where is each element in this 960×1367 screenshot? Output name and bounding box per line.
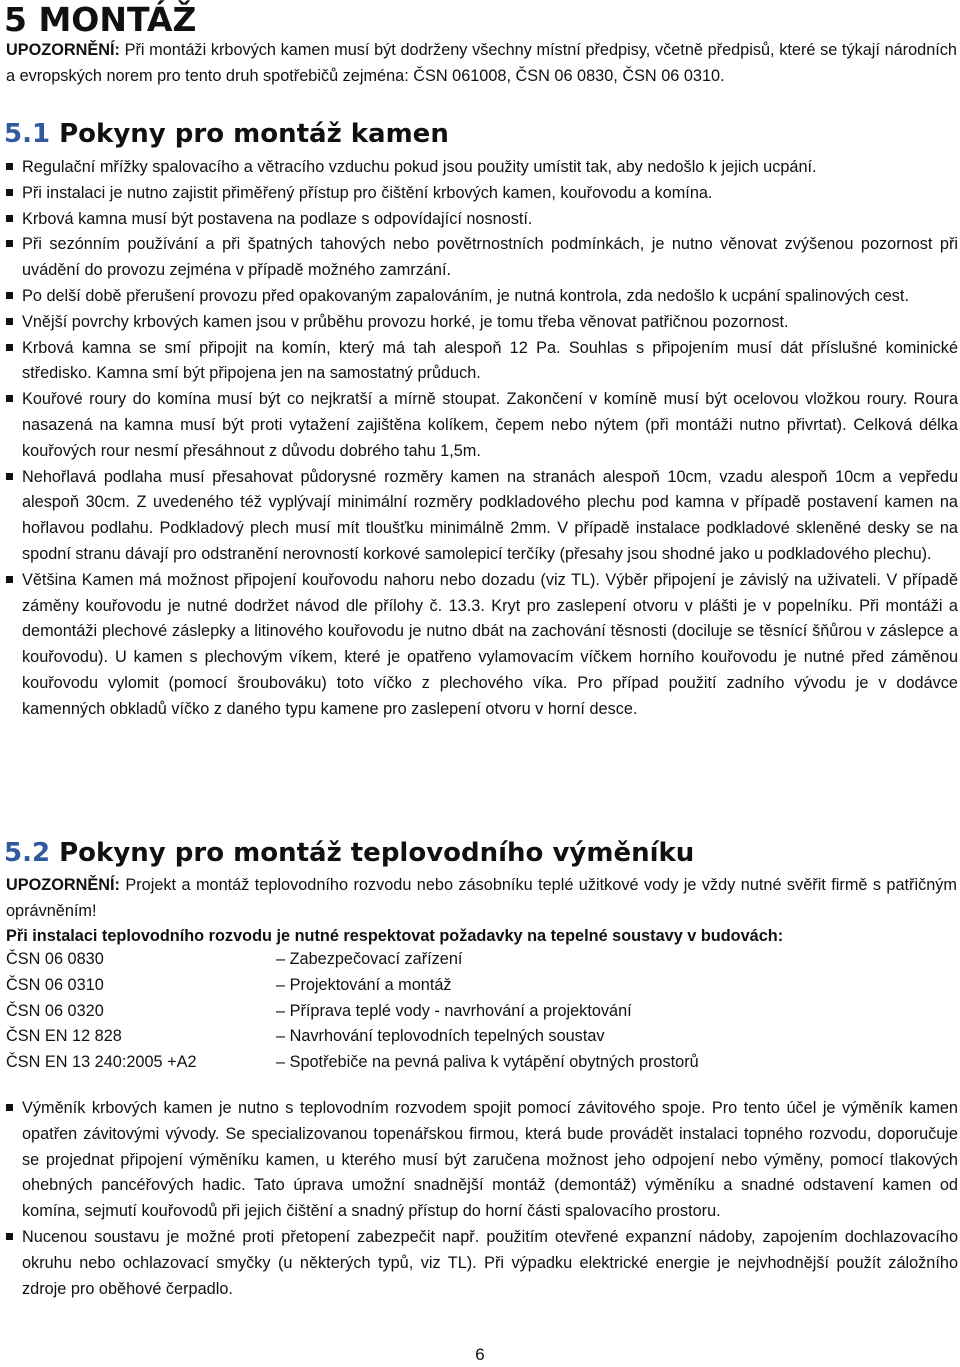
square-bullet-icon bbox=[6, 576, 13, 583]
list-item: Výměník krbových kamen je nutno s teplovodním rozvodem spojit pomocí závitového spoje. Pro tento účel je výměník kamen opatřen závitovými vývody. Se specializovanou topenářskou firmou, která bude provádět instalaci topného rozvodu, doporučuje se projednat připojení výměníku kamen, u kterého musí být zaručena možnost jeho odpojení nebo výměny, pomocí tlakových ohebných pancéřových hadic. Tato úprava umožní snadnější montáž (demontáž) výměníku a snadné odstavení kamen od komína, sejmutí kouřovodů při jejich čištění a snadný přístup do horní části spalovacího prostoru. bbox=[0, 1096, 958, 1225]
table-row bbox=[6, 947, 806, 973]
table-row bbox=[6, 1024, 806, 1050]
subsection-2-number: 5.2 bbox=[4, 838, 51, 868]
square-bullet-icon bbox=[6, 215, 13, 222]
list-item: Regulační mřížky spalovacího a větracího vzduchu pokud jsou použity umístit tak, aby nedošlo k jejich ucpání. bbox=[0, 155, 958, 181]
montaz-bullet-list bbox=[0, 155, 960, 723]
square-bullet-icon bbox=[6, 395, 13, 402]
warning-text: Při montáži krbových kamen musí být dodrženy všechny místní předpisy, včetně předpisů, které se týkají národních a evropských norem pro tento druh spotřebičů zejména: ČSN 061008, ČSN 06 0830, ČSN 06 0310. bbox=[6, 41, 957, 85]
warning-label: UPOZORNĚNÍ: bbox=[6, 41, 120, 59]
table-row bbox=[6, 1050, 806, 1076]
square-bullet-icon bbox=[6, 292, 13, 299]
subsection-1-number: 5.1 bbox=[4, 119, 51, 149]
square-bullet-icon bbox=[6, 189, 13, 196]
standard-description: – Navrhování teplovodních tepelných soustav bbox=[276, 1027, 605, 1046]
list-item: Nehořlavá podlaha musí přesahovat půdorysné rozměry kamen na stranách alespoň 10cm, vzadu alespoň 10cm a vepředu alespoň 30cm. Z uvedeného též vyplývají minimální rozměry podkladového plechu pod kamna v případě postavení kamen na hořlavou podlahu. Podkladový plech musí mít tloušťku minimálně 2mm. V případě instalace podkladové skleněné desky se na spodní stranu dávají pro odstranění nerovností korkové samolepicí terčíky (přesahy jsou shodné jako u podkladového plechu). bbox=[0, 465, 958, 568]
list-item: Nucenou soustavu je možné proti přetopení zabezpečit např. použitím otevřené expanzní nádoby, zapojením dochlazovacího okruhu nebo ochlazovací smyčky (u některých typů, viz TL). Při výpadku elektrické energie je nejvhodnější použít záložního zdroje pro oběhové čerpadlo. bbox=[0, 1225, 958, 1302]
list-item: Vnější povrchy krbových kamen jsou v průběhu provozu horké, je tomu třeba věnovat patřičnou pozornost. bbox=[0, 310, 958, 336]
subsection-1-heading: Pokyny pro montáž kamen bbox=[50, 119, 449, 149]
list-item: Krbová kamna se smí připojit na komín, který má tah alespoň 12 Pa. Souhlas s připojením musí dát příslušné kominické středisko. Kamna smí být připojena jen na samostatný průduch. bbox=[0, 336, 958, 388]
list-item: Kouřové roury do komína musí být co nejkratší a mírně stoupat. Zakončení v komíně musí být ocelovou vložkou roury. Roura nasazená na kamna musí být proti vytažení zajištěna kolíkem, čepem nebo nýtem (při montáži nutno přivrtat). Celková délka kouřových rour nesmí přesáhnout z důvodu dobrého tahu 1,5m. bbox=[0, 387, 958, 464]
square-bullet-icon bbox=[6, 1104, 13, 1111]
subsection-1-title bbox=[4, 117, 449, 151]
subsection-2-warning bbox=[6, 873, 957, 925]
vymenik-bullet-list bbox=[0, 1096, 960, 1302]
requirements-heading: Při instalaci teplovodního rozvodu je nutné respektovat požadavky na tepelné soustavy v budovách: bbox=[6, 927, 784, 945]
warning-label: UPOZORNĚNÍ: bbox=[6, 876, 120, 894]
square-bullet-icon bbox=[6, 1233, 13, 1240]
square-bullet-icon bbox=[6, 344, 13, 351]
standard-description: – Projektování a montáž bbox=[276, 975, 452, 994]
square-bullet-icon bbox=[6, 163, 13, 170]
list-item: Při sezónním používání a při špatných tahových nebo povětrnostních podmínkách, je nutno věnovat zvýšenou pozornost při uvádění do provozu zejména v případě možného zamrzání. bbox=[0, 232, 958, 284]
list-item: Po delší době přerušení provozu před opakovaným zapalováním, je nutná kontrola, zda nedošlo k ucpání spalinových cest. bbox=[0, 284, 958, 310]
standard-code: ČSN EN 13 240:2005 +A2 bbox=[6, 1053, 197, 1072]
square-bullet-icon bbox=[6, 473, 13, 480]
section-title: 5 MONTÁŽ bbox=[4, 0, 197, 39]
subsection-2-heading: Pokyny pro montáž teplovodního výměníku bbox=[50, 838, 695, 868]
standard-code: ČSN 06 0310 bbox=[6, 975, 104, 994]
standards-table bbox=[6, 947, 806, 1076]
standard-code: ČSN 06 0830 bbox=[6, 950, 104, 968]
square-bullet-icon bbox=[6, 318, 13, 325]
standard-description: – Zabezpečovací zařízení bbox=[276, 950, 463, 968]
subsection-2-title bbox=[4, 836, 694, 870]
section-warning bbox=[6, 38, 957, 90]
square-bullet-icon bbox=[6, 240, 13, 247]
list-item: Většina Kamen má možnost připojení kouřovodu nahoru nebo dozadu (viz TL). Výběr připojení je závislý na uživateli. V případě záměny kouřovodu je nutné dodržet návod dle přílohy č. 13.3. Kryt pro zaslepení otvoru v plášti je v popelníku. Při montáži a demontáži plechové záslepky a litinového kouřovodu je nutno dbát na zachování těsnosti (dociluje se těsnící šňůrou v záslepce a kouřovodu). U kamen s plechovým víkem, které je opatřeno vylamovacím víčkem horního kouřovodu je nutné před záměnou kouřovodu vylomit (pomocí šroubováku) toto víčko z plechového víka. Pro případ použití zadního vývodu je v dodávce kamenných obkladů víčko z daného typu kamene pro zaslepení otvoru v horní desce. bbox=[0, 568, 958, 723]
standard-code: ČSN 06 0320 bbox=[6, 1001, 104, 1020]
table-row bbox=[6, 999, 806, 1025]
page-number: 6 bbox=[475, 1345, 485, 1364]
list-item: Krbová kamna musí být postavena na podlaze s odpovídající nosností. bbox=[0, 207, 958, 233]
warning-text: Projekt a montáž teplovodního rozvodu nebo zásobníku teplé užitkové vody je vždy nutné svěřit firmě s patřičným oprávněním! bbox=[6, 876, 957, 920]
standard-description: – Příprava teplé vody - navrhování a projektování bbox=[276, 1001, 632, 1020]
table-row bbox=[6, 973, 806, 999]
list-item: Při instalaci je nutno zajistit přiměřený přístup pro čištění krbových kamen, kouřovodu a komína. bbox=[0, 181, 958, 207]
standard-description: – Spotřebiče na pevná paliva k vytápění obytných prostorů bbox=[276, 1053, 699, 1072]
standard-code: ČSN EN 12 828 bbox=[6, 1027, 122, 1046]
